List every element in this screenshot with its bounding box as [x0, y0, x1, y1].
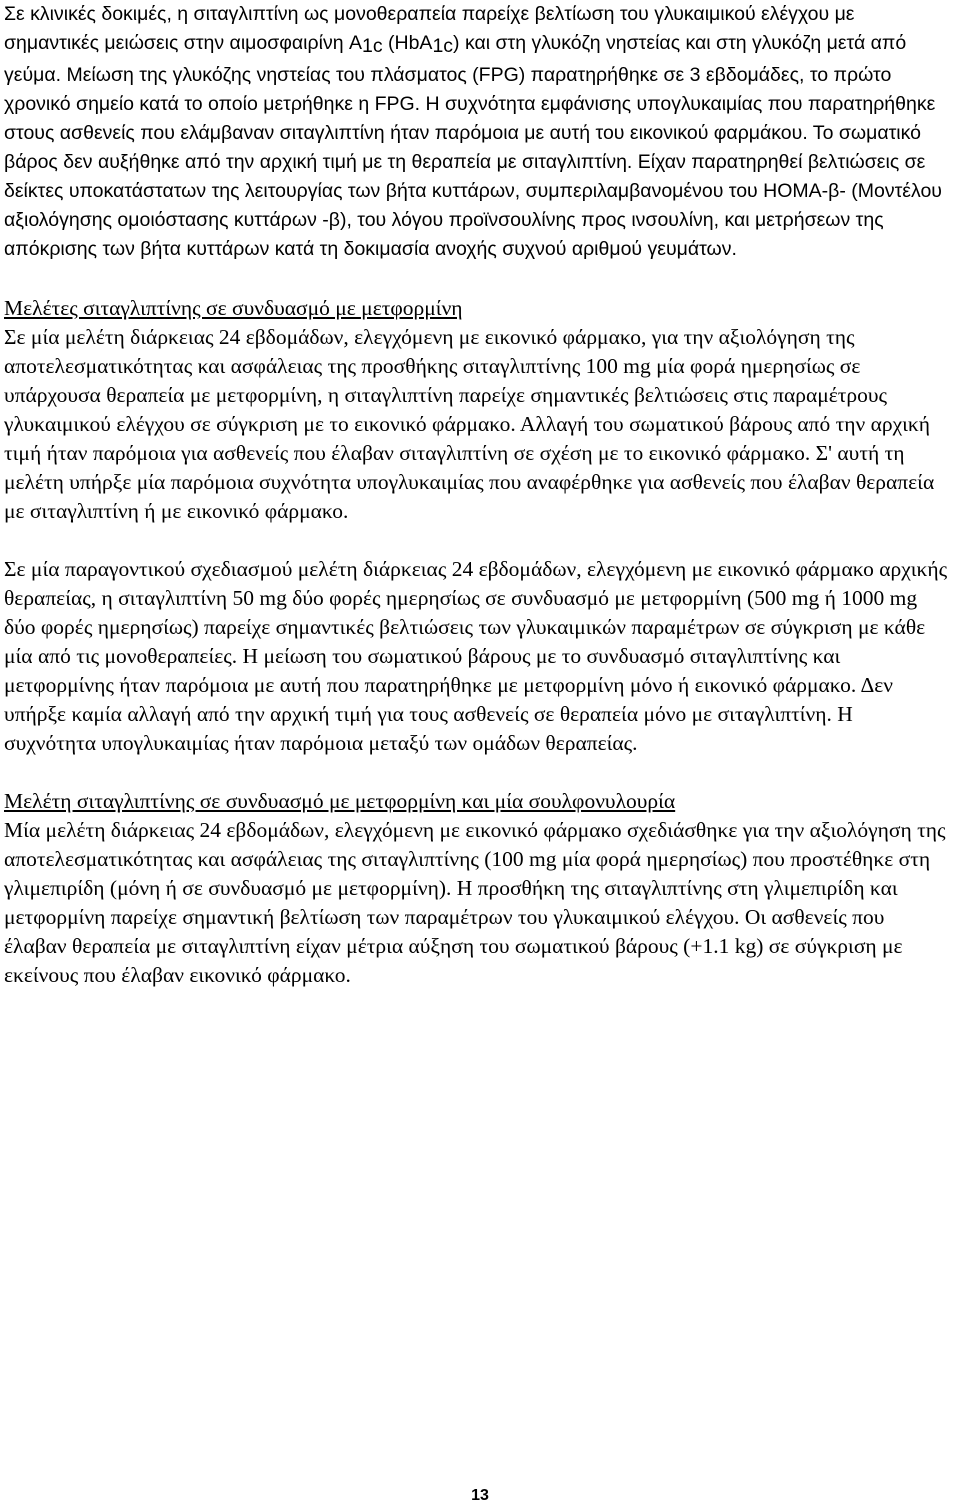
- document-page: [4, 0, 950, 990]
- hba1c-subscript-2: 1c: [432, 35, 454, 57]
- intro-text-glucose: ) και στη γλυκόζη νηστείας και στη γλυκόζη μετά από γεύμα.: [4, 32, 907, 86]
- metformin-paragraph-a: Σε μία μελέτη διάρκειας 24 εβδομάδων, ελεγχόμενη με εικονικό φάρμακο, για την αξιολόγηση της αποτελεσματικότητας και ασφάλειας της προσθήκης σιταγλιπτίνης 100 mg μία φορά ημερησίως σε υπάρχουσα θεραπεία με μετφορμίνη, η σιταγλιπτίνη παρείχε σημαντικές βελτιώσεις στις παραμέτρους γλυκαιμικού ελέγχου σε σύγκριση με το εικονικό φάρμακο. Αλλαγή του σωματικού βάρους από την αρχική τιμή ήταν παρόμοια για ασθενείς που έλαβαν σιταγλιπτίνη σε σχέση με το εικονικό φάρμακο. Σ' αυτή τη μελέτη υπήρξε μία παρόμοια συχνότητα υπογλυκαιμίας που αναφέρθηκε για ασθενείς που έλαβαν θεραπεία με σιταγλιπτίνη ή με εικονικό φάρμακο.: [4, 325, 935, 523]
- hba1c-subscript-1: 1c: [361, 35, 383, 57]
- intro-text-rest: Μείωση της γλυκόζης νηστείας του πλάσματος (FPG) παρατηρήθηκε σε 3 εβδομάδες, το πρώτο χρονικό σημείο κατά το οποίο μετρήθηκε η FPG. Η συχνότητα εμφάνισης υπογλυκαιμίας που παρατηρήθηκε στους ασθενείς που ελάμβαναν σιταγλιπτίνη ήταν παρόμοια με αυτή του εικονικού φαρμάκου. Το σωματικό βάρος δεν αυξήθηκε από την αρχική τιμή με τη θεραπεία με σιταγλιπτίνη. Είχαν παρατηρηθεί βελτιώσεις σε δείκτες υποκατάστατων της λειτουργίας των βήτα κυττάρων, συμπεριλαμβανομένου του HOMA-β- (Μοντέλου αξιολόγησης ομοιόστασης κυττάρων -β), του λόγου προϊνσουλίνης προς ινσουλίνη, και μετρήσεων της απόκρισης των βήτα κυττάρων κατά τη δοκιμασία ανοχής συχνού αριθμού γευμάτων.: [4, 64, 942, 260]
- spacer: [4, 526, 950, 555]
- spacer: [4, 264, 950, 294]
- section-metformin: [4, 294, 950, 787]
- page-number: 13: [471, 1487, 489, 1504]
- sulfonylurea-paragraph: Μία μελέτη διάρκειας 24 εβδομάδων, ελεγχόμενη με εικονικό φάρμακο σχεδιάσθηκε για την αξιολόγηση της αποτελεσματικότητας και ασφάλειας της σιταγλιπτίνης (100 mg μία φορά ημερησίως) που προστέθηκε στη γλιμεπιρίδη (μόνη ή σε συνδυασμό με μετφορμίνη). Η προσθήκη της σιταγλιπτίνης στη γλιμεπιρίδη και μετφορμίνη παρείχε σημαντική βελτίωση των παραμέτρων του γλυκαιμικού ελέγχου. Οι ασθενείς που έλαβαν θεραπεία με σιταγλιπτίνη είχαν μέτρια αύξηση του σωματικού βάρους (+1.1 kg) σε σύγκριση με εκείνους που έλαβαν εικονικό φάρμακο.: [4, 818, 946, 987]
- metformin-paragraph-b: Σε μία παραγοντικού σχεδιασμού μελέτη διάρκειας 24 εβδομάδων, ελεγχόμενη με εικονικό φάρμακο αρχικής θεραπείας, η σιταγλιπτίνη 50 mg δύο φορές ημερησίως σε συνδυασμό με μετφορμίνη (500 mg ή 1000 mg δύο φορές ημερησίως) παρείχε σημαντικές βελτιώσεις των γλυκαιμικών παραμέτρων σε σύγκριση με κάθε μία από τις μονοθεραπείες. Η μείωση του σωματικού βάρους με το συνδυασμό σιταγλιπτίνης και μετφορμίνης ήταν παρόμοια με αυτή που παρατηρήθηκε με μετφορμίνη μόνο ή εικονικό φάρμακο. Δεν υπήρξε καμία αλλαγή από την αρχική τιμή για τους ασθενείς σε θεραπεία μόνο με σιταγλιπτίνη. Η συχνότητα υπογλυκαιμίας ήταν παρόμοια μεταξύ των ομάδων θεραπείας.: [4, 557, 948, 755]
- section-sulfonylurea: [4, 787, 950, 990]
- intro-text-hba: (HbA: [382, 32, 433, 54]
- intro-paragraph: [4, 0, 950, 264]
- section-heading-metformin: Μελέτες σιταγλιπτίνης σε συνδυασμό με μετφορμίνη: [4, 296, 463, 320]
- intro-text-start: Σε κλινικές δοκιμές, η σιταγλιπτίνη ως μονοθεραπεία παρείχε βελτίωση του γλυκαιμικού ελέγχου με σημαντικές μειώσεις στην αιμοσφαιρίνη A: [4, 3, 855, 54]
- section-heading-sulfonylurea: Μελέτη σιταγλιπτίνης σε συνδυασμό με μετφορμίνη και μία σουλφονυλουρία: [4, 789, 676, 813]
- spacer: [4, 758, 950, 787]
